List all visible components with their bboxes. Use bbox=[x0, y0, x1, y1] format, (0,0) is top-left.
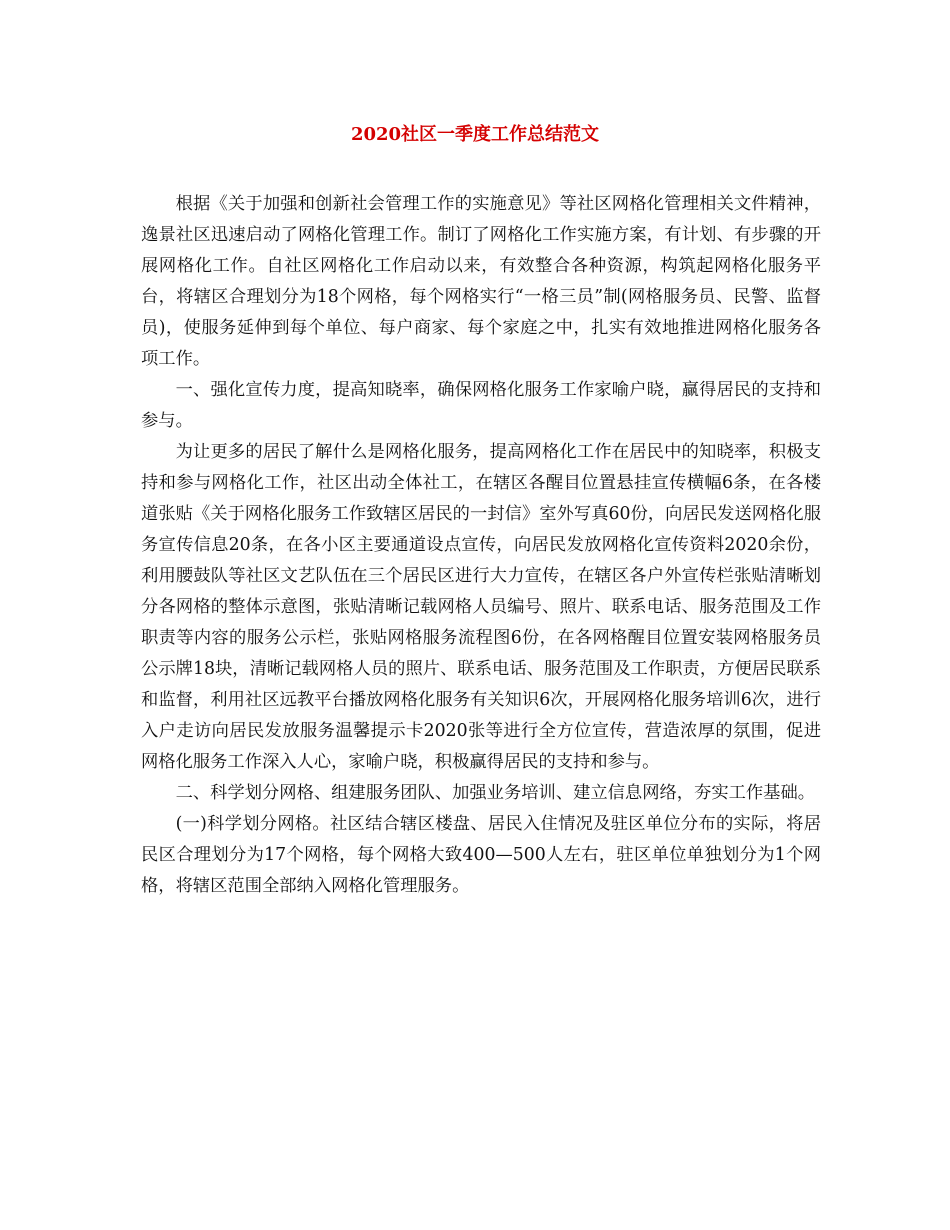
paragraph-intro: 根据《关于加强和创新社会管理工作的实施意见》等社区网格化管理相关文件精神，逸景社区迅速启动了网格化管理工作。制订了网格化工作实施方案，有计划、有步骤的开展网格化工作。自社区网格化工作启动以来，有效整合各种资源，构筑起网格化服务平台，将辖区合理划分为18个网格，每个网格实行“一格三员”制(网格服务员、民警、监督员)，使服务延伸到每个单位、每户商家、每个家庭之中，扎实有效地推进网格化服务各项工作。 bbox=[141, 194, 821, 369]
paragraph-section-2-heading: 二、科学划分网格、组建服务团队、加强业务培训、建立信息网络，夯实工作基础。 bbox=[175, 783, 816, 803]
paragraph-section-1-body: 为让更多的居民了解什么是网格化服务，提高网格化工作在居民中的知晓率，积极支持和参与网格化工作，社区出动全体社工，在辖区各醒目位置悬挂宣传横幅6条，在各楼道张贴《关于网格化服务工作致辖区居民的一封信》室外写真60份，向居民发送网格化服务宣传信息20条，在各小区主要通道设点宣传，向居民发放网格化宣传资料2020余份，利用腰鼓队等社区文艺队伍在三个居民区进行大力宣传，在辖区各户外宣传栏张贴清晰划分各网格的整体示意图，张贴清晰记载网格人员编号、照片、联系电话、服务范围及工作职责等内容的服务公示栏，张贴网格服务流程图6份，在各网格醒目位置安装网格服务员公示牌18块，清晰记载网格人员的照片、联系电话、服务范围及工作职责，方便居民联系和监督，利用社区远教平台播放网格化服务有关知识6次，开展网格化服务培训6次，进行入户走访向居民发放服务温馨提示卡2020张等进行全方位宣传，营造浓厚的氛围，促进网格化服务工作深入人心，家喻户晓，积极赢得居民的支持和参与。 bbox=[141, 442, 821, 772]
document-body bbox=[141, 189, 821, 902]
paragraph-section-2-item-1: (一)科学划分网格。社区结合辖区楼盘、居民入住情况及驻区单位分布的实际，将居民区合理划分为17个网格，每个网格大致400—500人左右，驻区单位单独划分为1个网格，将辖区范围全部纳入网格化管理服务。 bbox=[141, 814, 821, 896]
document-title: 2020社区一季度工作总结范文 bbox=[350, 124, 600, 145]
paragraph-section-1-heading: 一、强化宣传力度，提高知晓率，确保网格化服务工作家喻户晓，赢得居民的支持和参与。 bbox=[141, 380, 821, 431]
